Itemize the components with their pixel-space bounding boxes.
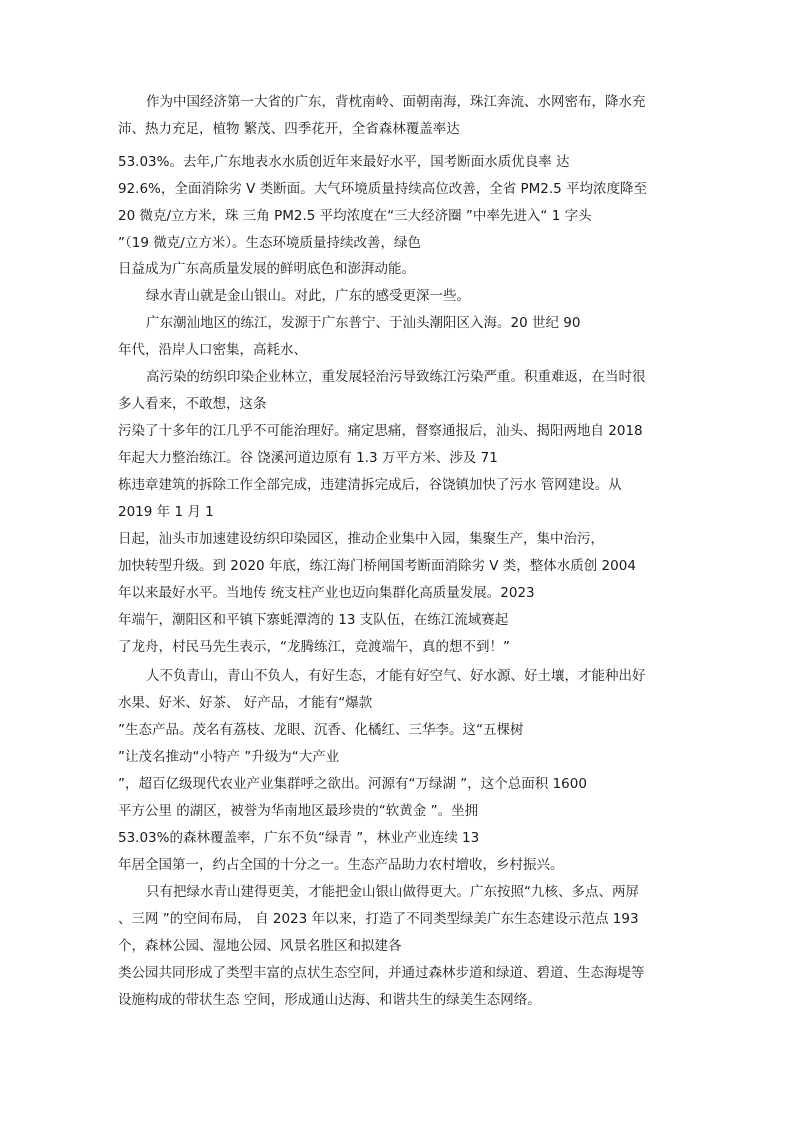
text-line: 污染了十多年的江几乎不可能治理好。痛定思痛，督察通报后，汕头、揭阳两地自 2018 — [118, 423, 643, 439]
text-line: 2019 年 1 月 1 — [118, 504, 214, 520]
text-line: 年端午，潮阳区和平镇下寨蚝潭湾的 13 支队伍，在练江流域赛起 — [118, 612, 509, 628]
text-line: 日起，汕头市加速建设纺织印染园区，推动企业集中入园，集聚生产，集中治污， — [118, 531, 604, 547]
text-line: 平方公里 的湖区，被誉为华南地区最珍贵的“软黄金 ”。坐拥 — [118, 803, 479, 819]
text-line: 类公园共同形成了类型丰富的点状生态空间，并通过森林步道和绿道、碧道、生态海堤等 — [118, 965, 645, 981]
text-line: 53.03%。去年,广东地表水水质创近年来最好水平，国考断面水质优良率 达 — [118, 154, 570, 170]
text-line: 个，森林公园、湿地公园、风景名胜区和拟建各 — [118, 938, 402, 954]
text-line: 多人看来，不敢想，这条 — [118, 396, 267, 412]
text-line: 年代，沿岸人口密集，高耗水、 — [118, 342, 307, 358]
text-line: 绿水青山就是金山银山。对此，广东的感受更深一些。 — [146, 288, 470, 304]
text-line: 水果、好米、好茶、 好产品，才能有“爆款 — [118, 695, 373, 711]
text-line: 高污染的纺织印染企业林立，重发展轻治污导致练江污染严重。积重难返，在当时很 — [146, 369, 646, 385]
text-line: 92.6%，全面消除劣 V 类断面。大气环境质量持续高位改善，全省 PM2.5 平均浓度降至 — [118, 181, 648, 197]
text-line: ”（19 微克/立方米）。生态环境质量持续改善，绿色 — [118, 235, 422, 251]
text-line: 人不负青山，青山不负人，有好生态，才能有好空气、好水源、好土壤，才能种出好 — [146, 668, 646, 684]
text-line: 53.03%的森林覆盖率，广东不负“绿青 ”，林业产业连续 13 — [118, 830, 480, 846]
text-line: 了龙舟，村民马先生表示，“龙腾练江，竞渡端午，真的想不到！” — [118, 639, 510, 655]
text-line: 广东潮汕地区的练江，发源于广东普宁、于汕头潮阳区入海。20 世纪 90 — [146, 315, 581, 331]
text-line: 只有把绿水青山建得更美，才能把金山银山做得更大。广东按照“九核、多点、两屏 — [146, 884, 639, 900]
text-line: 日益成为广东高质量发展的鲜明底色和澎湃动能。 — [118, 261, 415, 277]
text-line: 年起大力整治练江。谷 饶溪河道边原有 1.3 万平方米、涉及 71 — [118, 450, 498, 466]
text-line: ”，超百亿级现代农业产业集群呼之欲出。河源有“万绿湖 ”，这个总面积 1600 — [118, 776, 587, 792]
text-line: 作为中国经济第一大省的广东，背枕南岭、面朝南海，珠江奔流、水网密布，降水充 — [146, 94, 646, 110]
text-line: 年居全国第一，约占全国的十分之一。生态产品助力农村增收，乡村振兴。 — [118, 857, 564, 873]
text-line: 设施构成的带状生态 空间，形成通山达海、和谐共生的绿美生态网络。 — [118, 992, 541, 1008]
text-line: 年以来最好水平。当地传 统支柱产业也迈向集群化高质量发展。2023 — [118, 585, 535, 601]
text-line: 20 微克/立方米，珠 三角 PM2.5 平均浓度在“三大经济圈 ”中率先进入“ 1 字头 — [118, 208, 592, 224]
text-line: 栋违章建筑的拆除工作全部完成，违建清拆完成后，谷饶镇加快了污水 管网建设。从 — [118, 477, 622, 493]
text-line: ”生态产品。茂名有荔枝、龙眼、沉香、化橘红、三华李。这“五棵树 — [118, 722, 524, 738]
text-line: 、三网 ”的空间布局， 自 2023 年以来，打造了不同类型绿美广东生态建设示范点 193 — [118, 911, 639, 927]
text-line: 沛、热力充足，植物 繁茂、四季花开，全省森林覆盖率达 — [118, 121, 460, 137]
text-line: ”让茂名推动“小特产 ”升级为“大产业 — [118, 749, 340, 765]
text-line: 加快转型升级。到 2020 年底，练江海门桥闸国考断面消除劣 V 类，整体水质创 2004 — [118, 558, 636, 574]
